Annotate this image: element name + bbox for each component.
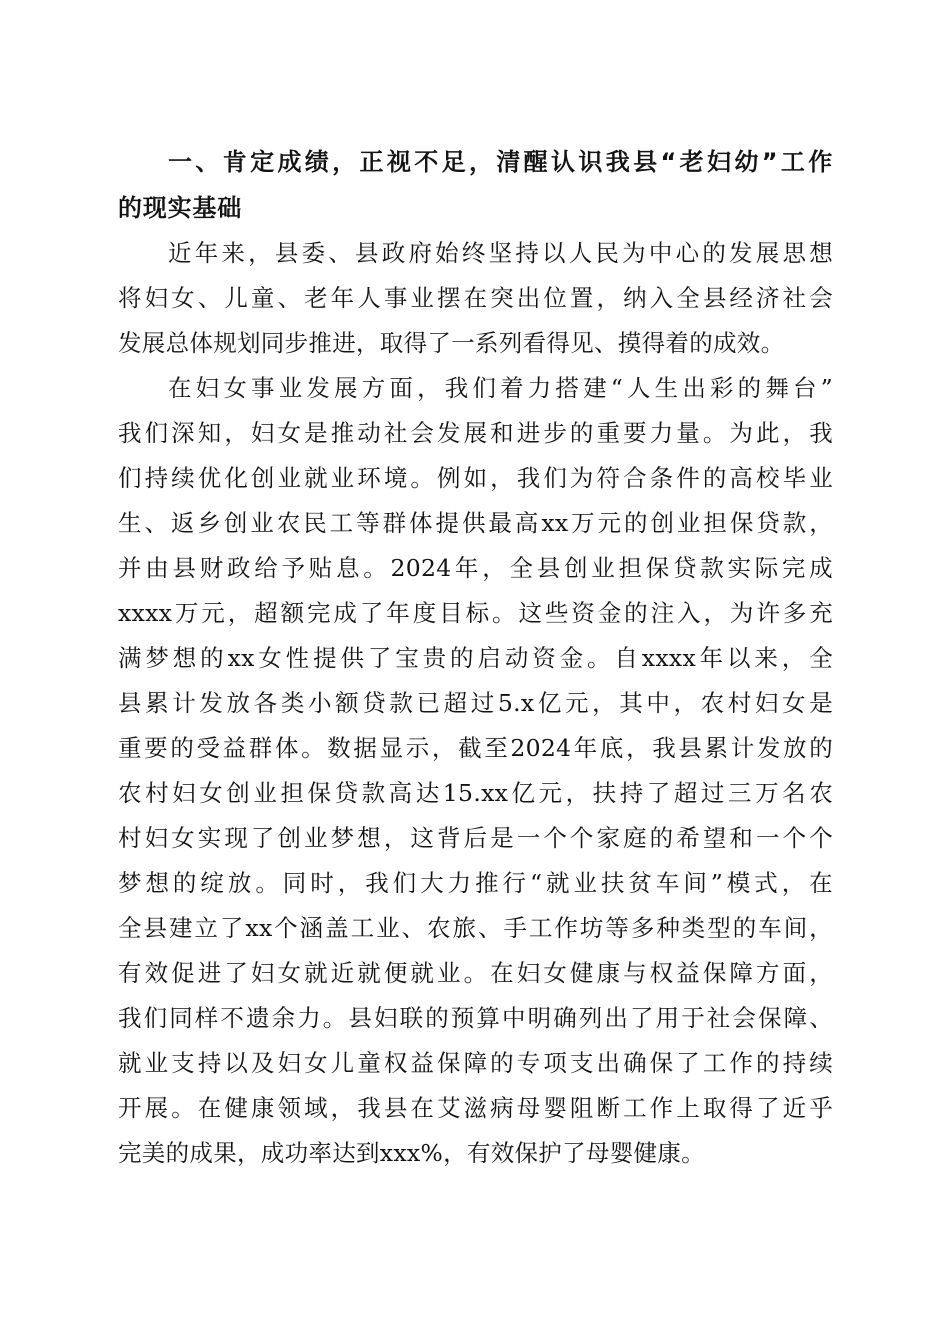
paragraph-2-line: 开展。在健康领域，我县在艾滋病母婴阻断工作上取得了近乎 [118, 1094, 833, 1122]
paragraph-2-line: xxxx万元，超额完成了年度目标。这些资金的注入，为许多充 [118, 599, 833, 627]
section-heading-line-1: 一、肯定成绩，正视不足，清醒认识我县“老妇幼”工作 [168, 148, 833, 176]
paragraph-2-line: 们持续优化创业就业环境。例如，我们为符合条件的高校毕业 [118, 464, 833, 492]
paragraph-2-line: 我们深知，妇女是推动社会发展和进步的重要力量。为此，我 [118, 419, 833, 447]
paragraph-2-line: 有效促进了妇女就近就便就业。在妇女健康与权益保障方面， [118, 959, 833, 987]
paragraph-2-line: 满梦想的xx女性提供了宝贵的启动资金。自xxxx年以来，全 [118, 644, 833, 672]
paragraph-2-line: 全县建立了xx个涵盖工业、农旅、手工作坊等多种类型的车间， [118, 914, 833, 942]
paragraph-2-line: 完美的成果，成功率达到xxx%，有效保护了母婴健康。 [118, 1139, 705, 1167]
paragraph-1-line: 将妇女、儿童、老年人事业摆在突出位置，纳入全县经济社会 [118, 284, 833, 312]
paragraph-2-line: 村妇女实现了创业梦想，这背后是一个个家庭的希望和一个个 [118, 824, 833, 852]
paragraph-1-line: 近年来，县委、县政府始终坚持以人民为中心的发展思想 [168, 239, 833, 267]
paragraph-2-line: 在妇女事业发展方面，我们着力搭建“人生出彩的舞台” [168, 374, 833, 402]
paragraph-2-line: 就业支持以及妇女儿童权益保障的专项支出确保了工作的持续 [118, 1049, 833, 1077]
paragraph-2-line: 县累计发放各类小额贷款已超过5.x亿元，其中，农村妇女是 [118, 689, 833, 717]
paragraph-1-line: 发展总体规划同步推进，取得了一系列看得见、摸得着的成效。 [118, 329, 785, 357]
paragraph-2-line: 重要的受益群体。数据显示，截至2024年底，我县累计发放的 [118, 734, 833, 762]
paragraph-2-line: 我们同样不遗余力。县妇联的预算中明确列出了用于社会保障、 [118, 1004, 833, 1032]
paragraph-2-line: 梦想的绽放。同时，我们大力推行“就业扶贫车间”模式，在 [118, 869, 833, 897]
paragraph-2-line: 生、返乡创业农民工等群体提供最高xx万元的创业担保贷款， [118, 509, 833, 537]
paragraph-2-line: 并由县财政给予贴息。2024年，全县创业担保贷款实际完成 [118, 554, 833, 582]
paragraph-2-line: 农村妇女创业担保贷款高达15.xx亿元，扶持了超过三万名农 [118, 779, 833, 807]
section-heading-line-2: 的现实基础 [118, 194, 242, 222]
